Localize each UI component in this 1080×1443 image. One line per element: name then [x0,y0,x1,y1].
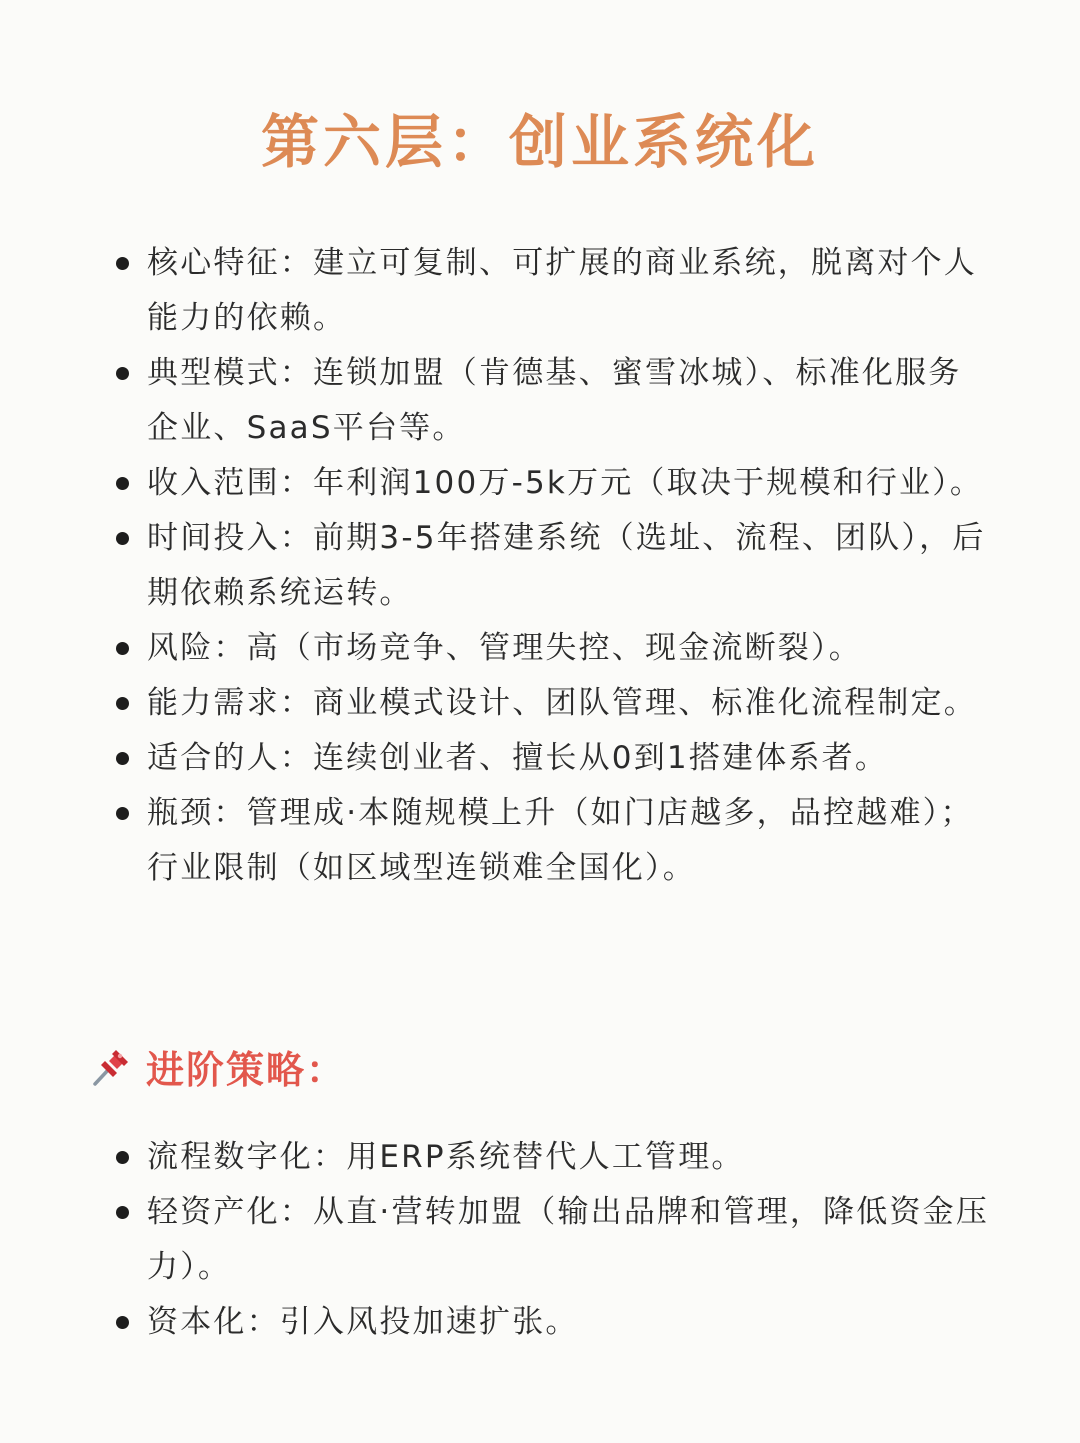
list-item-text: 收入范围：年利润100万-5k万元（取决于规模和行业）。 [147,465,984,501]
list-item [112,456,992,511]
list-item [112,511,992,621]
bullet-icon [116,1206,129,1219]
bullet-icon [116,642,129,655]
list-item-text: 典型模式：连锁加盟（肯德基、蜜雪冰城）、标准化服务企业、SaaS平台等。 [147,355,962,446]
strategy-list [112,1130,992,1350]
list-item [112,236,992,346]
list-item [112,1295,992,1350]
list-item [112,621,992,676]
list-item [112,786,992,896]
pushpin-icon [90,1044,134,1088]
list-item-text: 风险：高（市场竞争、管理失控、现金流断裂）。 [147,630,862,666]
strategy-heading-text: 进阶策略： [146,1047,347,1092]
list-item-text: 轻资产化：从直·营转加盟（输出品牌和管理，降低资金压力）。 [147,1194,990,1285]
list-item [112,1130,992,1185]
list-item [112,1185,992,1295]
features-list [112,236,992,896]
list-item [112,731,992,786]
bullet-icon [116,367,129,380]
list-item-text: 资本化：引入风投加速扩张。 [147,1304,579,1340]
list-item-text: 能力需求：商业模式设计、团队管理、标准化流程制定。 [147,685,977,721]
page-title: 第六层：创业系统化 [260,108,819,176]
list-item [112,676,992,731]
bullet-icon [116,807,129,820]
bullet-icon [116,1151,129,1164]
strategy-heading [90,1036,346,1096]
list-item-text: 流程数字化：用ERP系统替代人工管理。 [147,1139,745,1175]
list-item [112,346,992,456]
bullet-icon [116,477,129,490]
bullet-icon [116,1316,129,1329]
bullet-icon [116,257,129,270]
list-item-text: 核心特征：建立可复制、可扩展的商业系统，脱离对个人能力的依赖。 [147,245,977,336]
bullet-icon [116,697,129,710]
bullet-icon [116,532,129,545]
list-item-text: 适合的人：连续创业者、擅长从0到1搭建体系者。 [147,740,889,776]
list-item-text: 时间投入：前期3-5年搭建系统（选址、流程、团队），后期依赖系统运转。 [147,520,986,611]
bullet-icon [116,752,129,765]
list-item-text: 瓶颈：管理成·本随规模上升（如门店越多，品控越难）；行业限制（如区域型连锁难全国化）。 [147,795,974,886]
